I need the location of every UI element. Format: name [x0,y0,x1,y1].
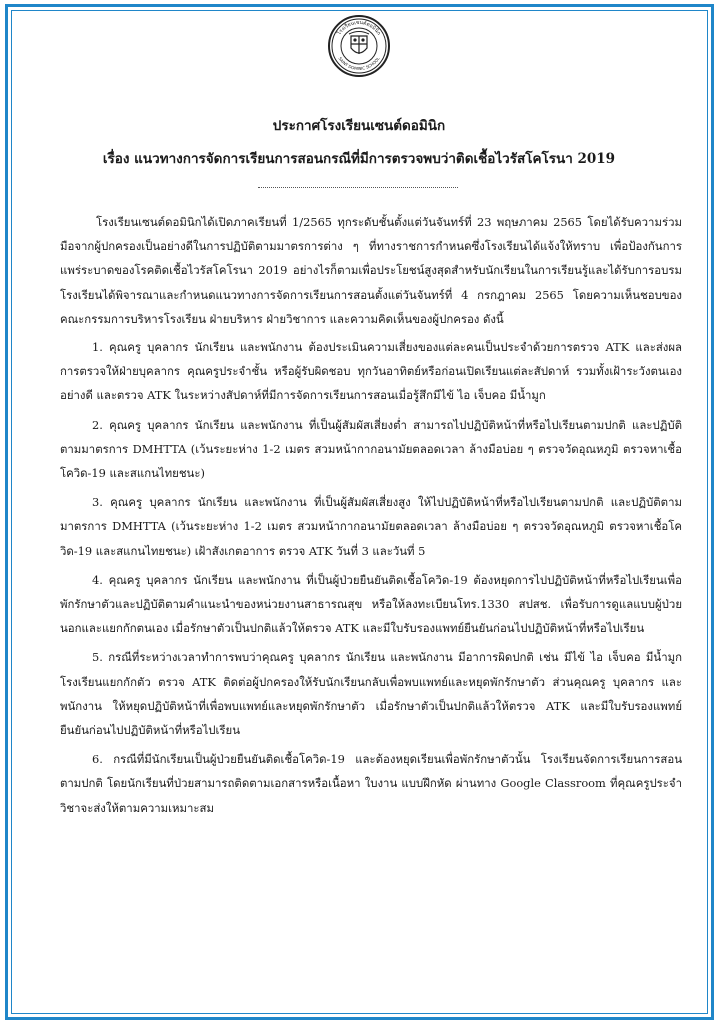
guideline-item-1: 1. คุณครู บุคลากร นักเรียน และพนักงาน ต้องประเมินความเสี่ยงของแต่ละคนเป็นประจำด้วยการตรวจ ATK และส่งผลการตรวจให้ฝ่ายบุคลากร คุณครูประจำชั้น หรือผู้รับผิดชอบ ทุกวันอาทิตย์หรือก่อนเปิดเรียนแต่ละสัปดาห์ รวมทั้งเฝ้าระวังตนเองอย่างดี และตรวจ ATK ในระหว่างสัปดาห์ที่มีการจัดการเรียนการสอนเมื่อรู้สึกมีไข้ ไอ เจ็บคอ มีน้ำมูก [60,340,682,403]
announcement-title: ประกาศโรงเรียนเซนต์ดอมินิก [272,118,446,134]
announcement-body [60,210,682,825]
announcement-subject: เรื่อง แนวทางการจัดการเรียนการสอนกรณีที่มีการตรวจพบว่าติดเชื้อไวรัสโคโรนา 2019 [102,151,616,167]
seal-top-text: โรงเรียนเซนต์ดอมินิก [336,19,382,37]
guideline-item-2: 2. คุณครู บุคลากร นักเรียน และพนักงาน ที่เป็นผู้สัมผัสเสี่ยงต่ำ สามารถไปปฏิบัติหน้าที่หรือไปเรียนตามปกติ และปฏิบัติตามมาตรการ DMHTTA (เว้นระยะห่าง 1-2 เมตร สวมหน้ากากอนามัยตลอดเวลา ล้างมือบ่อย ๆ ตรวจวัดอุณหภูมิ ตรวจหาเชื้อโควิด-19 และสแกนไทยชนะ) [60,417,682,481]
guideline-item-6: 6. กรณีที่มีนักเรียนเป็นผู้ป่วยยืนยันติดเชื้อโควิด-19 และต้องหยุดเรียนเพื่อพักรักษาตัวนั้น โรงเรียนจัดการเรียนการสอนตามปกติ โดยนักเรียนที่ป่วยสามารถติดตามเอกสารหรือเนื้อหา ใบงาน แบบฝึกหัด ผ่านทาง Google Classroom ที่คุณครูประจำวิชาจะส่งให้ตามความเหมาะสม [60,752,682,815]
dotted-divider [258,187,458,188]
seal-bottom-text: SAINT DOMINIC SCHOOL [337,56,381,72]
guideline-item-4: 4. คุณครู บุคลากร นักเรียน และพนักงาน ที่เป็นผู้ป่วยยืนยันติดเชื้อโควิด-19 ต้องหยุดการไปปฏิบัติหน้าที่หรือไปเรียนเพื่อพักรักษาตัวและปฏิบัติตามคำแนะนำของหน่วยงานสาธารณสุข หรือให้ลงทะเบียนโทร.1330 สปสช. เพื่อรับการดูแลแบบผู้ป่วยนอกและแยกกักตนเอง เมื่อรักษาตัวเป็นปกติแล้วให้ตรวจ ATK และมีใบรับรองแพทย์ยืนยันก่อนไปปฏิบัติหน้าที่หรือไปเรียน [60,572,682,636]
school-seal-logo [327,14,391,78]
guideline-item-3: 3. คุณครู บุคลากร นักเรียน และพนักงาน ที่เป็นผู้สัมผัสเสี่ยงสูง ให้ไปปฏิบัติหน้าที่หรือไปเรียนตามปกติ และปฏิบัติตามมาตรการ DMHTTA (เว้นระยะห่าง 1-2 เมตร สวมหน้ากากอนามัยตลอดเวลา ล้างมือบ่อย ๆ ตรวจวัดอุณหภูมิ ตรวจหาเชื้อโควิด-19 และสแกนไทยชนะ) เฝ้าสังเกตอาการ ตรวจ ATK วันที่ 3 และวันที่ 5 [60,495,682,558]
intro-paragraph: โรงเรียนเซนต์ดอมินิกได้เปิดภาคเรียนที่ 1/2565 ทุกระดับชั้นตั้งแต่วันจันทร์ที่ 23 พฤษภาคม 2565 โดยได้รับความร่วมมือจากผู้ปกครองเป็นอย่างดีในการปฏิบัติตามมาตรการต่าง ๆ ที่ทางราชการกำหนดซึ่งโรงเรียนได้แจ้งให้ทราบ เพื่อป้องกันการแพร่ระบาดของโรคติดเชื้อไวรัสโคโรนา 2019 อย่างไรก็ตามเพื่อประโยชน์สูงสุดสำหรับนักเรียนในการเรียนรู้และได้รับการอบรม โรงเรียนได้พิจารณาและกำหนดแนวทางการจัดการเรียนการสอนตั้งแต่วันจันทร์ที่ 4 กรกฎาคม 2565 โดยความเห็นชอบของคณะกรรมการบริหารโรงเรียน ฝ่ายบริหาร ฝ่ายวิชาการ และความคิดเห็นของผู้ปกครอง ดังนี้ [60,215,682,326]
guideline-item-5: 5. กรณีที่ระหว่างเวลาทำการพบว่าคุณครู บุคลากร นักเรียน และพนักงาน มีอาการผิดปกติ เช่น มีไข้ ไอ เจ็บคอ มีน้ำมูก โรงเรียนแยกกักตัว ตรวจ ATK ติดต่อผู้ปกครองให้รับนักเรียนกลับเพื่อพบแพทย์และหยุดพักรักษาตัว ส่วนคุณครู บุคลากร และพนักงาน ให้หยุดปฏิบัติหน้าที่เพื่อพบแพทย์และหยุดพักรักษาตัว เมื่อรักษาตัวเป็นปกติแล้วให้ตรวจ ATK และมีใบรับรองแพทย์ยืนยันก่อนไปปฏิบัติหน้าที่หรือไปเรียน [60,650,682,738]
